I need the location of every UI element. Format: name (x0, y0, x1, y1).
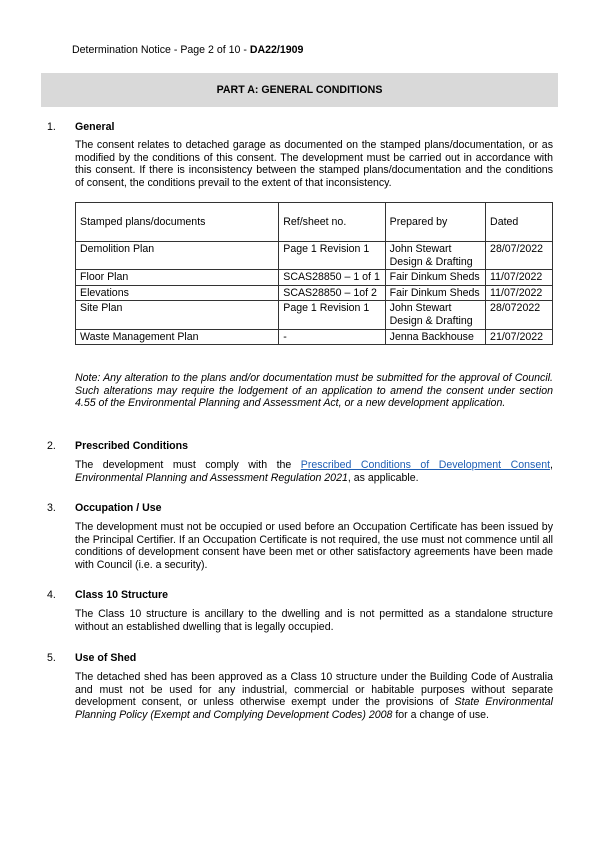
paragraph-text: , as applicable. (347, 471, 419, 484)
table-cell: Elevations (76, 285, 279, 301)
table-header-cell: Stamped plans/documents (76, 203, 279, 242)
table-cell: Floor Plan (76, 270, 279, 286)
table-row (76, 242, 553, 270)
table-cell: 11/07/2022 (486, 270, 553, 286)
table-cell: 21/07/2022 (486, 329, 553, 345)
table-row (76, 270, 553, 286)
table-header-cell: Prepared by (385, 203, 485, 242)
regulation-title: Environmental Planning and Assessment Regulation 2021 (75, 471, 348, 484)
table-cell: Site Plan (76, 301, 279, 329)
section-title: Prescribed Conditions (75, 440, 189, 452)
section-title: Occupation / Use (75, 502, 162, 514)
table-cell: 28/07/2022 (486, 242, 553, 270)
section-number: 5. (47, 652, 56, 664)
table-cell: Page 1 Revision 1 (279, 242, 385, 270)
table-header-cell: Ref/sheet no. (279, 203, 385, 242)
table-cell: Demolition Plan (76, 242, 279, 270)
table-cell: John Stewart Design & Drafting (385, 301, 485, 329)
section-paragraph: The development must not be occupied or used before an Occupation Certificate has been issued by the Principal Certifier. If an Occupation Certificate is not required, the use must not commence until all conditions of development consent have been met or other satisfactory agreements have been made with Council (i.e. a security). (75, 521, 553, 571)
table-cell: Fair Dinkum Sheds (385, 270, 485, 286)
section-title: General (75, 121, 115, 133)
table-cell: Waste Management Plan (76, 329, 279, 345)
section-title: Use of Shed (75, 652, 137, 664)
part-title: PART A: GENERAL CONDITIONS (216, 83, 383, 96)
section-number: 3. (47, 502, 56, 514)
section-note: Note: Any alteration to the plans and/or documentation must be submitted for the approval of Council. Such alterations may require the lodgement of an application to amend the consent under section 4.55 of the Environmental Planning and Assessment Act, or a new development application. (75, 372, 553, 410)
plans-table (75, 202, 553, 345)
part-title-bar (41, 73, 558, 107)
policy-title: State Environmental Planning Policy (Exempt and Complying Development Codes) 2008 (75, 696, 553, 721)
section-number: 2. (47, 440, 56, 452)
table-row (76, 329, 553, 345)
section-number: 4. (47, 589, 56, 601)
section-title: Class 10 Structure (75, 589, 169, 601)
section-paragraph (75, 459, 553, 484)
table-cell: Page 1 Revision 1 (279, 301, 385, 329)
paragraph-text: The development must comply with the (75, 459, 301, 471)
table-cell: Jenna Backhouse (385, 329, 485, 345)
paragraph-text: , (550, 459, 553, 471)
page-header (72, 44, 303, 57)
table-cell: Fair Dinkum Sheds (385, 285, 485, 301)
prescribed-conditions-link[interactable]: Prescribed Conditions of Development Consent (300, 459, 551, 471)
table-header-cell: Dated (486, 203, 553, 242)
application-reference: DA22/1909 (249, 44, 304, 56)
table-row (76, 301, 553, 329)
section-paragraph: The Class 10 structure is ancillary to the dwelling and is not permitted as a standalone structure without an established dwelling that is legally occupied. (75, 608, 553, 633)
table-cell: - (279, 329, 385, 345)
header-prefix: Determination Notice - Page 2 of 10 - (72, 44, 250, 56)
section-paragraph: The consent relates to detached garage as documented on the stamped plans/documentation, or as modified by the conditions of this consent. The development must be carried out in accordance with this consent. If there is inconsistency between the stamped plans/documentation and the conditions of consent, the conditions prevail to the extent of that inconsistency. (75, 139, 553, 189)
table-cell: 28/072022 (486, 301, 553, 329)
table-cell: John Stewart Design & Drafting (385, 242, 485, 270)
paragraph-text: The detached shed has been approved as a Class 10 structure under the Building Code of Australia and must not be used for any industrial, commercial or habitable purposes without separate development consent, or unless otherwise exempt under the provisions of (75, 671, 553, 709)
section-number: 1. (47, 121, 56, 133)
table-cell: 11/07/2022 (486, 285, 553, 301)
table-cell: SCAS28850 – 1 of 1 (279, 270, 385, 286)
table-row (76, 285, 553, 301)
paragraph-text: for a change of use. (392, 708, 489, 721)
table-cell: SCAS28850 – 1of 2 (279, 285, 385, 301)
table-header-row (76, 203, 553, 242)
section-paragraph (75, 671, 553, 721)
